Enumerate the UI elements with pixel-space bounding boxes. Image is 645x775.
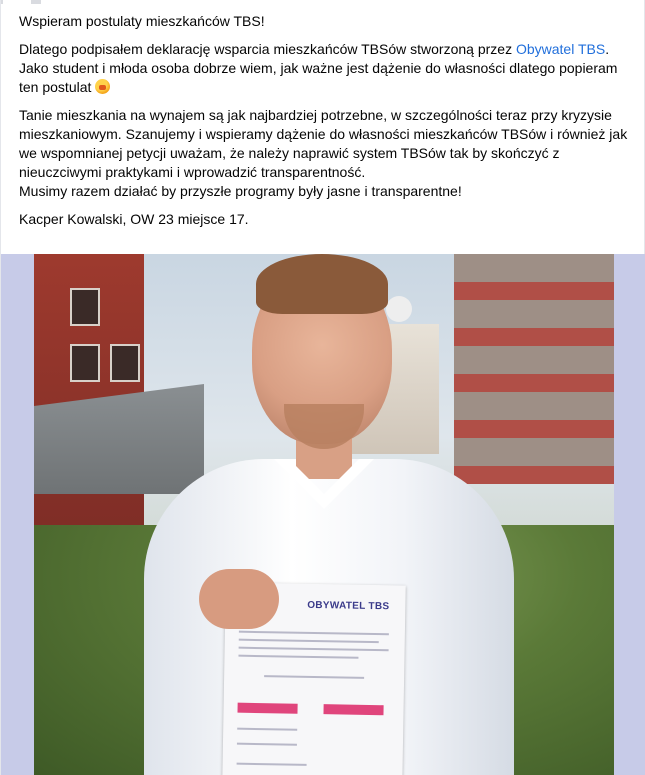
paper-brand-logo: OBYWATEL TBS: [307, 599, 390, 613]
post-paragraph-2: [19, 40, 631, 97]
building-right: [454, 254, 614, 484]
post-text: [19, 12, 631, 285]
person-hair: [256, 254, 388, 314]
post-photo[interactable]: [34, 254, 614, 775]
obywatel-tbs-link[interactable]: Obywatel TBS: [515, 41, 606, 57]
post-paragraph-2-text-rest: . Jako student i młoda osoba dobrze wiem, jak ważne jest dążenie do własności dlatego popieram ten postulat: [19, 41, 618, 95]
fist-bump-emoji-icon: [95, 79, 110, 94]
post-paragraph-3: Tanie mieszkania na wynajem są jak najbardziej potrzebne, w szczególności teraz przy kryzysie mieszkaniowym. Szanujemy i wspieramy dążenie do własności mieszkańców TBSów i również jak we wspomnianej petycji uważam, że należy naprawić system TBSów tak by skończyć z nieuczciwymi praktykami i wprowadzić transparentność. Musimy razem działać by przyszłe programy były jasne i transparentne!: [19, 107, 628, 199]
street-lamp: [386, 296, 412, 322]
person-hand: [199, 569, 279, 629]
post-paragraph-2-text: Dlatego podpisałem deklarację wsparcia mieszkańców TBSów stworzoną przez: [19, 41, 516, 57]
post-paragraph-1: Wspieram postulaty mieszkańców TBS!: [19, 13, 265, 29]
top-divider: [1, 0, 644, 4]
post-photo-container[interactable]: [1, 254, 645, 775]
post-paragraph-4: Kacper Kowalski, OW 23 miejsce 17.: [19, 211, 249, 227]
